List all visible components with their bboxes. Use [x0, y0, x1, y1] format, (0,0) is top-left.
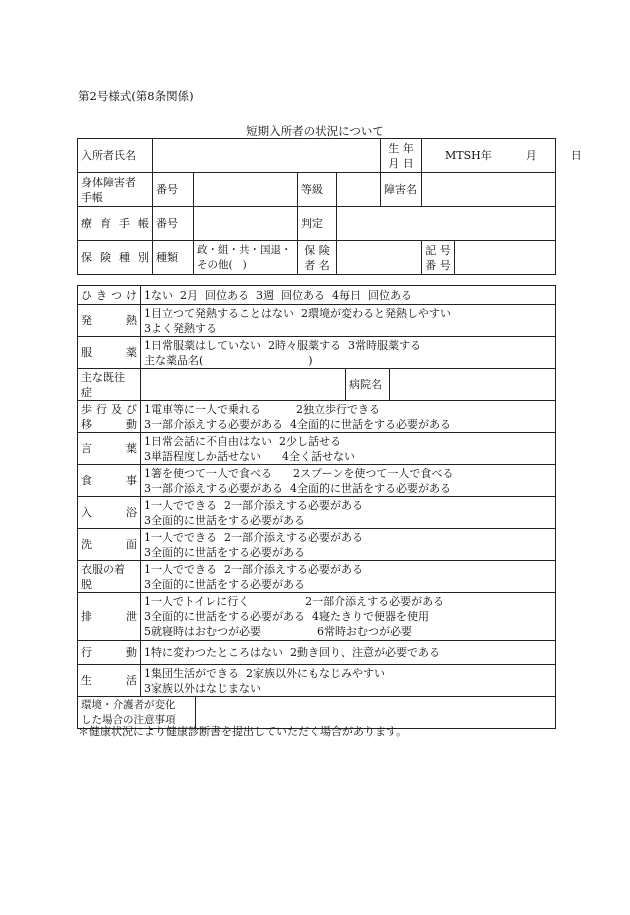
month-label: 月 — [525, 149, 537, 162]
name-field[interactable] — [153, 139, 381, 173]
status-table — [77, 285, 556, 729]
day-label: 日 — [570, 149, 582, 162]
birth-date-field[interactable] — [422, 139, 582, 173]
speech-options[interactable]: 1日常会話に不自由はない 2少し話せる 3単語程度しか話せない 4全く話せない — [141, 433, 556, 465]
fever-label: 発熱 — [78, 305, 141, 337]
judgement-field[interactable] — [337, 207, 556, 241]
washing-options[interactable]: 1一人でできる 2一部介添えする必要がある 3全面的に世話をする必要がある — [141, 529, 556, 561]
bathing-options[interactable]: 1一人でできる 2一部介添えする必要がある 3全面的に世話をする必要がある — [141, 497, 556, 529]
info-table — [77, 138, 582, 275]
walking-options[interactable]: 1電車等に一人で乗れる 2独立歩行できる 3一部介添えする必要がある 4全面的に世話をする必要がある — [141, 401, 556, 433]
behavior-options[interactable]: 1特に変わつたところはない 2動き回り、注意が必要である — [141, 641, 556, 665]
excretion-options[interactable]: 1一人でトイレに行く 2一部介添えする必要がある 3全面的に世話をする必要がある 4寝たきりで便器を使用 5就寝時はおむつが必要 6常時おむつが必要 — [141, 593, 556, 641]
eating-label: 食事 — [78, 465, 141, 497]
grade-field[interactable] — [337, 173, 381, 207]
disability-name-label: 障害名 — [381, 173, 422, 207]
disability-name-field[interactable] — [422, 173, 556, 207]
document-title: 短期入所者の状況について — [246, 124, 384, 138]
disability-handbook-label: 身体障害者 手帳 — [78, 173, 153, 207]
convulsion-options[interactable]: 1ない 2月 回位ある 3週 回位ある 4毎日 回位ある — [141, 286, 556, 305]
insurance-label: 保険種別 — [78, 241, 153, 275]
caregiver-change-label: 環境・介護者が変化 した場合の注意事項 — [78, 697, 196, 729]
ryoiku-number-label: 番号 — [153, 207, 194, 241]
ryoiku-label: 療育手帳 — [78, 207, 153, 241]
dressing-options[interactable]: 1一人でできる 2一部介添えする必要がある 3全面的に世話をする必要がある — [141, 561, 556, 593]
symbol-number-label: 記 号 番 号 — [422, 241, 455, 275]
ryoiku-number-field[interactable] — [194, 207, 298, 241]
insurer-label: 保 険 者 名 — [298, 241, 337, 275]
behavior-label: 行動 — [78, 641, 141, 665]
fever-options[interactable]: 1目立つて発熱することはない 2環境が変わると発熱しやすい 3よく発熱する — [141, 305, 556, 337]
convulsion-label: ひきつけ — [78, 286, 141, 305]
insurer-field[interactable] — [337, 241, 422, 275]
medical-history-field[interactable] — [141, 369, 346, 401]
dressing-label: 衣服の着 脱 — [78, 561, 141, 593]
disability-number-label: 番号 — [153, 173, 194, 207]
washing-label: 洗面 — [78, 529, 141, 561]
medication-label: 服薬 — [78, 337, 141, 369]
walking-label: 歩行及び 移動 — [78, 401, 141, 433]
life-options[interactable]: 1集団生活ができる 2家族以外にもなじみやすい 3家族以外はなじまない — [141, 665, 556, 697]
era-options: MTSH — [445, 149, 481, 162]
medical-history-label: 主な既往 症 — [78, 369, 141, 401]
footnote: ＊健康状況により健康診断書を提出していただく場合があります。 — [78, 725, 408, 738]
grade-label: 等級 — [298, 173, 337, 207]
symbol-number-field[interactable] — [455, 241, 556, 275]
name-label: 入所者氏名 — [78, 139, 153, 173]
form-number: 第2号様式(第8条関係) — [78, 89, 194, 103]
hospital-field[interactable] — [390, 369, 556, 401]
year-label: 年 — [480, 149, 492, 162]
speech-label: 言葉 — [78, 433, 141, 465]
eating-options[interactable]: 1箸を使つて一人で食べる 2スプーンを使つて一人で食べる 3一部介添えする必要がある 4全面的に世話をする必要がある — [141, 465, 556, 497]
birth-label: 生 年 月 日 — [381, 139, 422, 173]
hospital-label: 病院名 — [346, 369, 390, 401]
disability-number-field[interactable] — [194, 173, 298, 207]
insurance-type-label: 種類 — [153, 241, 194, 275]
medication-options[interactable]: 1日常服薬はしていない 2時々服薬する 3常時服薬する 主な薬品名( ) — [141, 337, 556, 369]
judgement-label: 判定 — [298, 207, 337, 241]
excretion-label: 排泄 — [78, 593, 141, 641]
life-label: 生活 — [78, 665, 141, 697]
insurance-type-options[interactable]: 政・組・共・国退・ その他( ) — [194, 241, 298, 275]
bathing-label: 入浴 — [78, 497, 141, 529]
